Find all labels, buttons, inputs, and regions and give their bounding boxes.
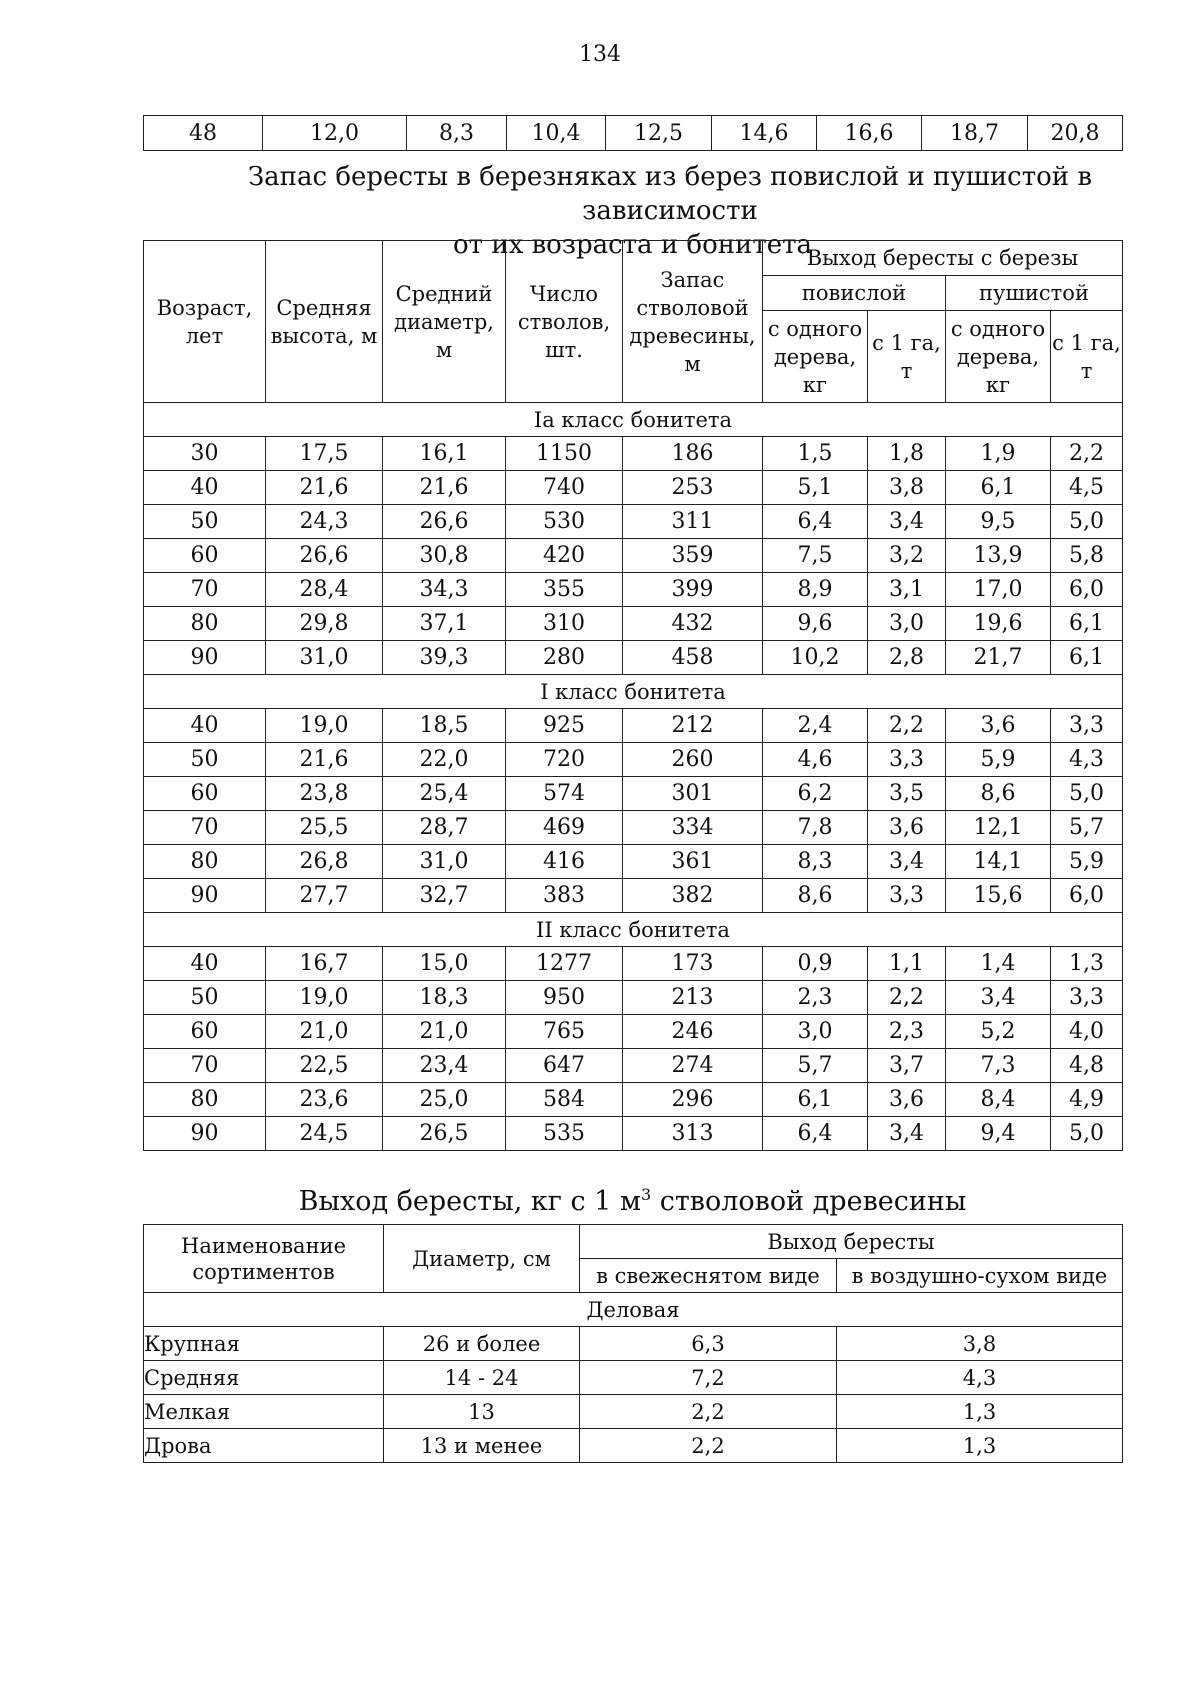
table-cell: 3,3 (1051, 709, 1123, 743)
table-cell: 60 (144, 777, 266, 811)
table-row (144, 947, 1123, 981)
table-cell: 6,0 (1051, 573, 1123, 607)
table-row (144, 573, 1123, 607)
table-body (144, 403, 1123, 1151)
table-cell: 3,0 (763, 1015, 868, 1049)
table-cell: 301 (623, 777, 763, 811)
table-cell: 23,8 (266, 777, 383, 811)
table-cell: 399 (623, 573, 763, 607)
table-cell: 2,2 (1051, 437, 1123, 471)
header-per-ha: с 1 га, т (868, 311, 946, 403)
table-cell: 765 (506, 1015, 623, 1049)
table-row (144, 1361, 1123, 1395)
section-row (144, 1293, 1123, 1327)
table-cell: 3,3 (868, 879, 946, 913)
section-title: I класс бонитета (144, 675, 1123, 709)
table-row (144, 641, 1123, 675)
table-cell: 19,0 (266, 709, 383, 743)
table-cell: 5,2 (946, 1015, 1051, 1049)
table-row (144, 981, 1123, 1015)
table-cell: 8,6 (763, 879, 868, 913)
table-cell: 21,6 (383, 471, 506, 505)
table-cell: 28,4 (266, 573, 383, 607)
table-cell: 1,1 (868, 947, 946, 981)
table-cell: 5,9 (946, 743, 1051, 777)
table-cell: 3,7 (868, 1049, 946, 1083)
table-cell: 23,6 (266, 1083, 383, 1117)
table-cell: 1,4 (946, 947, 1051, 981)
header-dry: в воздушно-сухом виде (837, 1259, 1123, 1293)
table-cell: 15,0 (383, 947, 506, 981)
table-cell: 25,5 (266, 811, 383, 845)
assortment-name: Крупная (144, 1327, 384, 1361)
table-cell: 4,8 (1051, 1049, 1123, 1083)
table-cell: 27,7 (266, 879, 383, 913)
table-cell: 5,0 (1051, 777, 1123, 811)
table-cell: 3,8 (868, 471, 946, 505)
table-cell: 40 (144, 947, 266, 981)
table-row (144, 845, 1123, 879)
table-cell: 213 (623, 981, 763, 1015)
birch-bark-stock-table (143, 240, 1123, 1151)
table-cell: 19,6 (946, 607, 1051, 641)
table-cell: 17,0 (946, 573, 1051, 607)
table-cell: 5,7 (1051, 811, 1123, 845)
table-cell: 21,7 (946, 641, 1051, 675)
table-cell: 6,2 (763, 777, 868, 811)
title-text-rest: стволовой древесины (651, 1186, 967, 1217)
table-cell: 28,7 (383, 811, 506, 845)
table-cell: 26,5 (383, 1117, 506, 1151)
table-cell: 4,9 (1051, 1083, 1123, 1117)
section-title: II класс бонитета (144, 913, 1123, 947)
table-cell: 720 (506, 743, 623, 777)
table-cell: 22,5 (266, 1049, 383, 1083)
header-per-tree: с одного дерева, кг (763, 311, 868, 403)
table-row (144, 879, 1123, 913)
table-cell: 359 (623, 539, 763, 573)
table-cell: 16,6 (817, 116, 922, 151)
table-cell: 4,6 (763, 743, 868, 777)
header-stems: Число стволов, шт. (506, 241, 623, 403)
table-cell: 186 (623, 437, 763, 471)
table-cell: 3,6 (868, 811, 946, 845)
table-cell: 3,1 (868, 573, 946, 607)
table-cell: 1,3 (837, 1429, 1123, 1463)
table-cell: 18,5 (383, 709, 506, 743)
table-cell: 29,8 (266, 607, 383, 641)
table-cell: 40 (144, 709, 266, 743)
table-cell: 8,9 (763, 573, 868, 607)
table-cell: 90 (144, 1117, 266, 1151)
page-number: 134 (579, 42, 621, 67)
table-row (144, 539, 1123, 573)
table-row (144, 1117, 1123, 1151)
table-cell: 3,4 (868, 505, 946, 539)
table-cell: 40 (144, 471, 266, 505)
table-cell: 420 (506, 539, 623, 573)
table-row (144, 1327, 1123, 1361)
table-cell: 253 (623, 471, 763, 505)
assortment-name: Дрова (144, 1429, 384, 1463)
table-cell: 2,8 (868, 641, 946, 675)
table-cell: 574 (506, 777, 623, 811)
table-cell: 260 (623, 743, 763, 777)
table-cell: 173 (623, 947, 763, 981)
table-cell: 48 (144, 116, 263, 151)
assortment-name: Средняя (144, 1361, 384, 1395)
table-cell: 21,6 (266, 743, 383, 777)
header-yield: Выход бересты (580, 1225, 1123, 1259)
table-cell: 34,3 (383, 573, 506, 607)
table-cell: 1,3 (1051, 947, 1123, 981)
table-cell: 9,6 (763, 607, 868, 641)
table-cell: 12,0 (263, 116, 407, 151)
section-title: Деловая (144, 1293, 1123, 1327)
continuation-row-table (143, 115, 1123, 151)
table-cell: 39,3 (383, 641, 506, 675)
table-cell: 21,0 (383, 1015, 506, 1049)
assortment-name: Мелкая (144, 1395, 384, 1429)
table-row (144, 505, 1123, 539)
table-cell: 9,5 (946, 505, 1051, 539)
table-cell: 14,6 (712, 116, 817, 151)
table-cell: 31,0 (266, 641, 383, 675)
table-cell: 10,4 (507, 116, 606, 151)
table-cell: 5,0 (1051, 1117, 1123, 1151)
table-cell: 310 (506, 607, 623, 641)
table-cell: 15,6 (946, 879, 1051, 913)
table-cell: 7,3 (946, 1049, 1051, 1083)
second-table-title (143, 1178, 1122, 1219)
header-per-ha: с 1 га, т (1051, 311, 1123, 403)
table-cell: 25,0 (383, 1083, 506, 1117)
table-cell: 6,1 (1051, 607, 1123, 641)
table-cell: 535 (506, 1117, 623, 1151)
table-cell: 26,8 (266, 845, 383, 879)
table-cell: 30,8 (383, 539, 506, 573)
table-row (144, 811, 1123, 845)
table-row (144, 1395, 1123, 1429)
table-row (144, 777, 1123, 811)
header-per-tree: с одного дерева, кг (946, 311, 1051, 403)
table-cell: 2,2 (580, 1429, 837, 1463)
table-cell: 3,0 (868, 607, 946, 641)
table-cell: 0,9 (763, 947, 868, 981)
table-cell: 26,6 (383, 505, 506, 539)
table-cell: 60 (144, 539, 266, 573)
table-cell: 4,3 (837, 1361, 1123, 1395)
table-cell: 70 (144, 1049, 266, 1083)
table-cell: 8,6 (946, 777, 1051, 811)
table-cell: 3,4 (946, 981, 1051, 1015)
table-row (144, 437, 1123, 471)
table-cell: 14,1 (946, 845, 1051, 879)
header-age: Возраст, лет (144, 241, 266, 403)
table-cell: 3,3 (868, 743, 946, 777)
table-cell: 70 (144, 811, 266, 845)
table-cell: 7,2 (580, 1361, 837, 1395)
table-cell: 32,7 (383, 879, 506, 913)
table-cell: 334 (623, 811, 763, 845)
table-cell: 5,0 (1051, 505, 1123, 539)
table-cell: 740 (506, 471, 623, 505)
table-cell: 5,1 (763, 471, 868, 505)
table-cell: 383 (506, 879, 623, 913)
table-cell: 1277 (506, 947, 623, 981)
table-cell: 361 (623, 845, 763, 879)
table-row (144, 1083, 1123, 1117)
table-row (144, 1429, 1123, 1463)
table-cell: 3,6 (946, 709, 1051, 743)
table-cell: 1,8 (868, 437, 946, 471)
table-cell: 246 (623, 1015, 763, 1049)
table-cell: 37,1 (383, 607, 506, 641)
table-cell: 3,4 (868, 1117, 946, 1151)
table-cell: 25,4 (383, 777, 506, 811)
birch-bark-yield-table (143, 1224, 1123, 1463)
table-cell: 90 (144, 879, 266, 913)
table-cell: 5,7 (763, 1049, 868, 1083)
header-height: Средняя высота, м (266, 241, 383, 403)
table-cell: 584 (506, 1083, 623, 1117)
table-cell: 21,6 (266, 471, 383, 505)
table-cell: 2,2 (868, 981, 946, 1015)
table-cell: 5,9 (1051, 845, 1123, 879)
header-diameter: Диаметр, см (384, 1225, 580, 1293)
table-cell: 21,0 (266, 1015, 383, 1049)
table-cell: 6,3 (580, 1327, 837, 1361)
table-cell: 530 (506, 505, 623, 539)
table-cell: 311 (623, 505, 763, 539)
header-pendula: повислой (763, 276, 946, 311)
table-cell: 1,5 (763, 437, 868, 471)
table-cell: 2,3 (763, 981, 868, 1015)
table-cell: 313 (623, 1117, 763, 1151)
table-cell: 7,5 (763, 539, 868, 573)
table-cell: 3,3 (1051, 981, 1123, 1015)
table-cell: 70 (144, 573, 266, 607)
table-cell: 3,5 (868, 777, 946, 811)
table-cell: 416 (506, 845, 623, 879)
table-cell: 16,7 (266, 947, 383, 981)
table-cell: 80 (144, 1083, 266, 1117)
table-cell: 3,2 (868, 539, 946, 573)
section-row (144, 675, 1123, 709)
table-cell: 80 (144, 607, 266, 641)
header-name: Наименование сортиментов (144, 1225, 384, 1293)
table-cell: 3,4 (868, 845, 946, 879)
table-cell: 4,0 (1051, 1015, 1123, 1049)
table-cell: 5,8 (1051, 539, 1123, 573)
table-cell: 274 (623, 1049, 763, 1083)
table-cell: 26,6 (266, 539, 383, 573)
table-cell: 18,7 (922, 116, 1028, 151)
table-cell: 469 (506, 811, 623, 845)
table-cell: 1150 (506, 437, 623, 471)
table-cell: 26 и более (384, 1327, 580, 1361)
table-cell: 6,1 (946, 471, 1051, 505)
table-cell: 50 (144, 981, 266, 1015)
title-superscript: 3 (640, 1185, 652, 1204)
table-row (144, 743, 1123, 777)
table-cell: 23,4 (383, 1049, 506, 1083)
table-cell: 2,2 (868, 709, 946, 743)
table-cell: 647 (506, 1049, 623, 1083)
continuation-row (144, 116, 1123, 151)
table-cell: 24,5 (266, 1117, 383, 1151)
table-cell: 6,0 (1051, 879, 1123, 913)
section-row (144, 403, 1123, 437)
table-cell: 296 (623, 1083, 763, 1117)
table-cell: 6,4 (763, 1117, 868, 1151)
table-cell: 2,3 (868, 1015, 946, 1049)
table-cell: 3,6 (868, 1083, 946, 1117)
table-cell: 6,1 (763, 1083, 868, 1117)
section-title: Ia класс бонитета (144, 403, 1123, 437)
table-body (144, 1293, 1123, 1463)
table-cell: 80 (144, 845, 266, 879)
table-cell: 16,1 (383, 437, 506, 471)
table-cell: 24,3 (266, 505, 383, 539)
title-text: Выход бересты, кг с 1 м (298, 1186, 641, 1217)
table-cell: 13 (384, 1395, 580, 1429)
header-diameter: Средний диаметр, м (383, 241, 506, 403)
table-title-line-1: Запас бересты в березняках из берез повислой и пушистой в зависимости (247, 162, 1092, 226)
table-cell: 90 (144, 641, 266, 675)
table-cell: 1,3 (837, 1395, 1123, 1429)
section-row (144, 913, 1123, 947)
table-cell: 355 (506, 573, 623, 607)
table-cell: 9,4 (946, 1117, 1051, 1151)
table-cell: 2,2 (580, 1395, 837, 1429)
table-cell: 2,4 (763, 709, 868, 743)
table-cell: 17,5 (266, 437, 383, 471)
table-row (144, 471, 1123, 505)
table-cell: 8,3 (407, 116, 507, 151)
table-cell: 382 (623, 879, 763, 913)
table-cell: 60 (144, 1015, 266, 1049)
table-cell: 8,3 (763, 845, 868, 879)
table-cell: 50 (144, 743, 266, 777)
table-cell: 12,1 (946, 811, 1051, 845)
table-cell: 13,9 (946, 539, 1051, 573)
table-cell: 4,3 (1051, 743, 1123, 777)
table-row (144, 1015, 1123, 1049)
table-cell: 458 (623, 641, 763, 675)
header-stock: Запас стволовой древесины, м (623, 241, 763, 403)
table-row (144, 607, 1123, 641)
table-title-line-2: от их возраста и бонитета (452, 230, 813, 260)
table-cell: 6,4 (763, 505, 868, 539)
table-cell: 925 (506, 709, 623, 743)
table-cell: 22,0 (383, 743, 506, 777)
table-cell: 19,0 (266, 981, 383, 1015)
table-cell: 6,1 (1051, 641, 1123, 675)
header-pubescens: пушистой (946, 276, 1123, 311)
table-cell: 1,9 (946, 437, 1051, 471)
table-cell: 3,8 (837, 1327, 1123, 1361)
table-cell: 8,4 (946, 1083, 1051, 1117)
table-cell: 10,2 (763, 641, 868, 675)
table-cell: 20,8 (1028, 116, 1123, 151)
header-fresh: в свежеснятом виде (580, 1259, 837, 1293)
table-cell: 280 (506, 641, 623, 675)
table-row (144, 709, 1123, 743)
table-cell: 12,5 (606, 116, 712, 151)
table-cell: 18,3 (383, 981, 506, 1015)
table-cell: 13 и менее (384, 1429, 580, 1463)
table-cell: 7,8 (763, 811, 868, 845)
table-cell: 432 (623, 607, 763, 641)
table-cell: 30 (144, 437, 266, 471)
table-cell: 14 - 24 (384, 1361, 580, 1395)
header-yield: Выход бересты с березы (763, 241, 1123, 276)
table-cell: 31,0 (383, 845, 506, 879)
table-cell: 50 (144, 505, 266, 539)
table-row (144, 1049, 1123, 1083)
table-cell: 4,5 (1051, 471, 1123, 505)
table-cell: 212 (623, 709, 763, 743)
table-cell: 950 (506, 981, 623, 1015)
